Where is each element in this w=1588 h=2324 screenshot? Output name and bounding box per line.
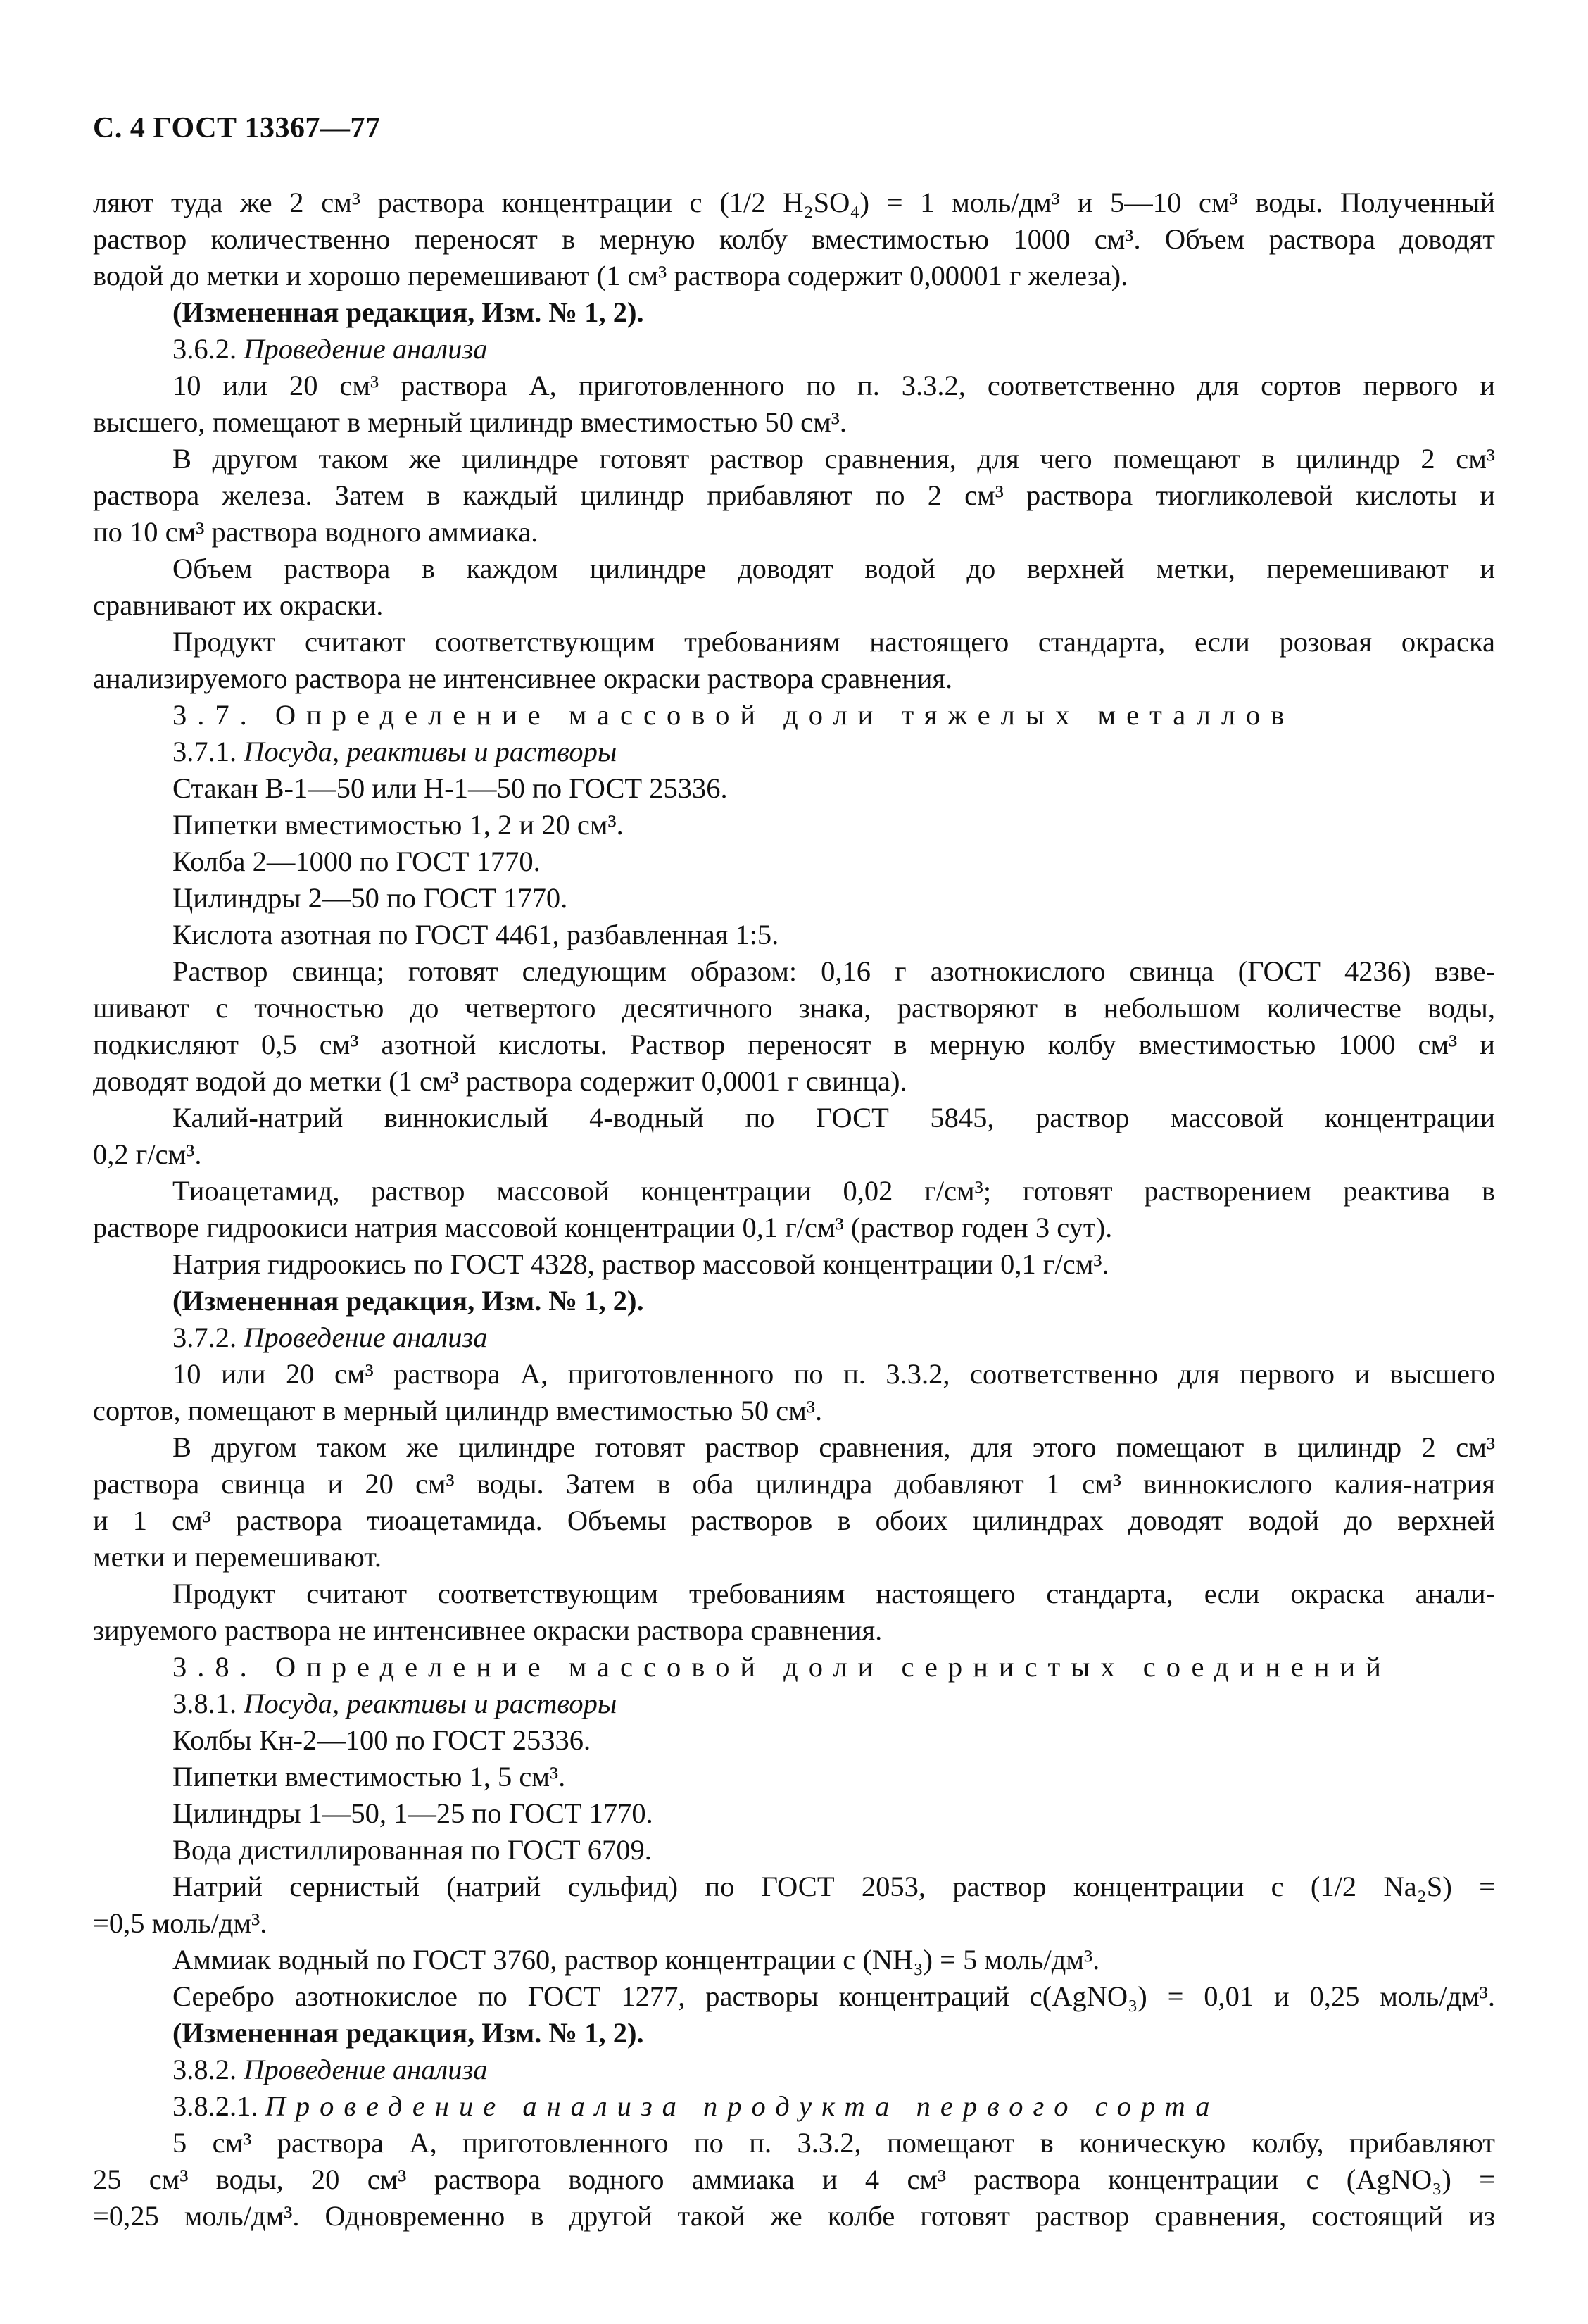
text-line: и 1 см³ раствора тиоацетамида. Объемы растворов в обоих цилиндрах доводят водой до верхней	[93, 1505, 1495, 1536]
text-line: 3.8.2. Проведение анализа	[172, 2054, 488, 2085]
text-line: (Измененная редакция, Изм. № 1, 2).	[172, 2017, 644, 2049]
text-line: (Измененная редакция, Изм. № 1, 2).	[172, 296, 644, 328]
text-line: 3.7.1. Посуда, реактивы и растворы	[172, 736, 617, 767]
text-line: анализируемого раствора не интенсивнее окраски раствора сравнения.	[93, 662, 953, 694]
text-line: Стакан В-1—50 или Н-1—50 по ГОСТ 25336.	[172, 772, 728, 804]
text-line: Колбы Кн-2—100 по ГОСТ 25336.	[172, 1724, 591, 1756]
text-line: 3.8.2.1. Проведение анализа продукта первого сорта	[172, 2090, 1220, 2122]
text-line: Кислота азотная по ГОСТ 4461, разбавленная 1:5.	[172, 919, 779, 950]
text-line: Пипетки вместимостью 1, 2 и 20 см³.	[172, 809, 624, 841]
text-line: (Измененная редакция, Изм. № 1, 2).	[172, 1285, 644, 1317]
text-line: Калий-натрий виннокислый 4-водный по ГОСТ 5845, раствор массовой концентрации	[172, 1102, 1495, 1133]
text-line: Вода дистиллированная по ГОСТ 6709.	[172, 1834, 652, 1866]
text-line: Натрия гидроокись по ГОСТ 4328, раствор массовой концентрации 0,1 г/см³.	[172, 1248, 1109, 1280]
text-line: 10 или 20 см³ раствора А, приготовленного по п. 3.3.2, соответственно для первого и высшего	[172, 1358, 1495, 1390]
page-header: С. 4 ГОСТ 13367—77	[93, 112, 381, 144]
text-line: Объем раствора в каждом цилиндре доводят водой до верхней метки, перемешивают и	[172, 553, 1495, 584]
text-line: Колба 2—1000 по ГОСТ 1770.	[172, 846, 541, 877]
text-line: раствора свинца и 20 см³ воды. Затем в оба цилиндра добавляют 1 см³ виннокислого калия-натрия	[93, 1468, 1495, 1500]
text-line: растворе гидроокиси натрия массовой концентрации 0,1 г/см³ (раствор годен 3 сут).	[93, 1212, 1113, 1243]
text-line: Аммиак водный по ГОСТ 3760, раствор концентрации с (NH₃) = 5 моль/дм³.	[172, 1944, 1100, 1976]
text-line: Продукт считают соответствующим требованиям настоящего стандарта, если розовая окраска	[172, 626, 1495, 658]
text-line: Цилиндры 1—50, 1—25 по ГОСТ 1770.	[172, 1797, 653, 1829]
text-line: Раствор свинца; готовят следующим образом: 0,16 г азотнокислого свинца (ГОСТ 4236) взве-	[172, 955, 1495, 987]
text-line: Продукт считают соответствующим требованиям настоящего стандарта, если окраска анали-	[172, 1578, 1495, 1609]
text-line: ляют туда же 2 см³ раствора концентрации с (1/2 H₂SO₄) = 1 моль/дм³ и 5—10 см³ воды. Полученный	[93, 187, 1495, 218]
text-line: раствор количественно переносят в мерную колбу вместимостью 1000 см³. Объем раствора доводят	[93, 223, 1495, 255]
text-line: доводят водой до метки (1 см³ раствора содержит 0,0001 г свинца).	[93, 1065, 907, 1097]
text-line: водой до метки и хорошо перемешивают (1 см³ раствора содержит 0,00001 г железа).	[93, 260, 1128, 291]
text-line: подкисляют 0,5 см³ азотной кислоты. Раствор переносят в мерную колбу вместимостью 1000 см³ и	[93, 1029, 1495, 1060]
text-line: высшего, помещают в мерный цилиндр вместимостью 50 см³.	[93, 406, 847, 438]
text-line: 3.7. Определение массовой доли тяжелых металлов	[172, 699, 1295, 731]
text-line: 25 см³ воды, 20 см³ раствора водного аммиака и 4 см³ раствора концентрации с (AgNO₃) =	[93, 2163, 1495, 2195]
text-line: по 10 см³ раствора водного аммиака.	[93, 516, 538, 548]
text-line: 3.8.1. Посуда, реактивы и растворы	[172, 1688, 617, 1719]
text-line: 3.6.2. Проведение анализа	[172, 333, 488, 365]
text-line: Натрий сернистый (натрий сульфид) по ГОСТ 2053, раствор концентрации с (1/2 Na₂S) =	[172, 1871, 1495, 1902]
text-line: Цилиндры 2—50 по ГОСТ 1770.	[172, 882, 568, 914]
text-line: В другом таком же цилиндре готовят раствор сравнения, для этого помещают в цилиндр 2 см³	[172, 1431, 1495, 1463]
text-line: =0,5 моль/дм³.	[93, 1907, 267, 1939]
text-line: 3.8. Определение массовой доли сернистых соединений	[172, 1651, 1392, 1683]
text-line: Тиоацетамид, раствор массовой концентрации 0,02 г/см³; готовят растворением реактива в	[172, 1175, 1495, 1207]
text-line: 5 см³ раствора А, приготовленного по п. 3.3.2, помещают в коническую колбу, прибавляют	[172, 2127, 1495, 2159]
text-line: зируемого раствора не интенсивнее окраски раствора сравнения.	[93, 1614, 883, 1646]
text-line: раствора железа. Затем в каждый цилиндр прибавляют по 2 см³ раствора тиогликолевой кислоты и	[93, 479, 1495, 511]
text-line: метки и перемешивают.	[93, 1541, 382, 1573]
text-line: шивают с точностью до четвертого десятичного знака, растворяют в небольшом количестве воды,	[93, 992, 1495, 1024]
text-line: =0,25 моль/дм³. Одновременно в другой такой же колбе готовят раствор сравнения, состоящий из	[93, 2200, 1495, 2232]
text-line: Пипетки вместимостью 1, 5 см³.	[172, 1761, 566, 1792]
text-line: сортов, помещают в мерный цилиндр вместимостью 50 см³.	[93, 1395, 823, 1426]
text-line: 10 или 20 см³ раствора А, приготовленного по п. 3.3.2, соответственно для сортов первого и	[172, 370, 1495, 401]
text-line: 3.7.2. Проведение анализа	[172, 1321, 488, 1353]
text-line: В другом таком же цилиндре готовят раствор сравнения, для чего помещают в цилиндр 2 см³	[172, 443, 1495, 475]
text-line: сравнивают их окраски.	[93, 589, 384, 621]
text-line: Серебро азотнокислое по ГОСТ 1277, растворы концентраций с(AgNO₃) = 0,01 и 0,25 моль/дм³.	[172, 1980, 1495, 2012]
text-line: 0,2 г/см³.	[93, 1138, 202, 1170]
